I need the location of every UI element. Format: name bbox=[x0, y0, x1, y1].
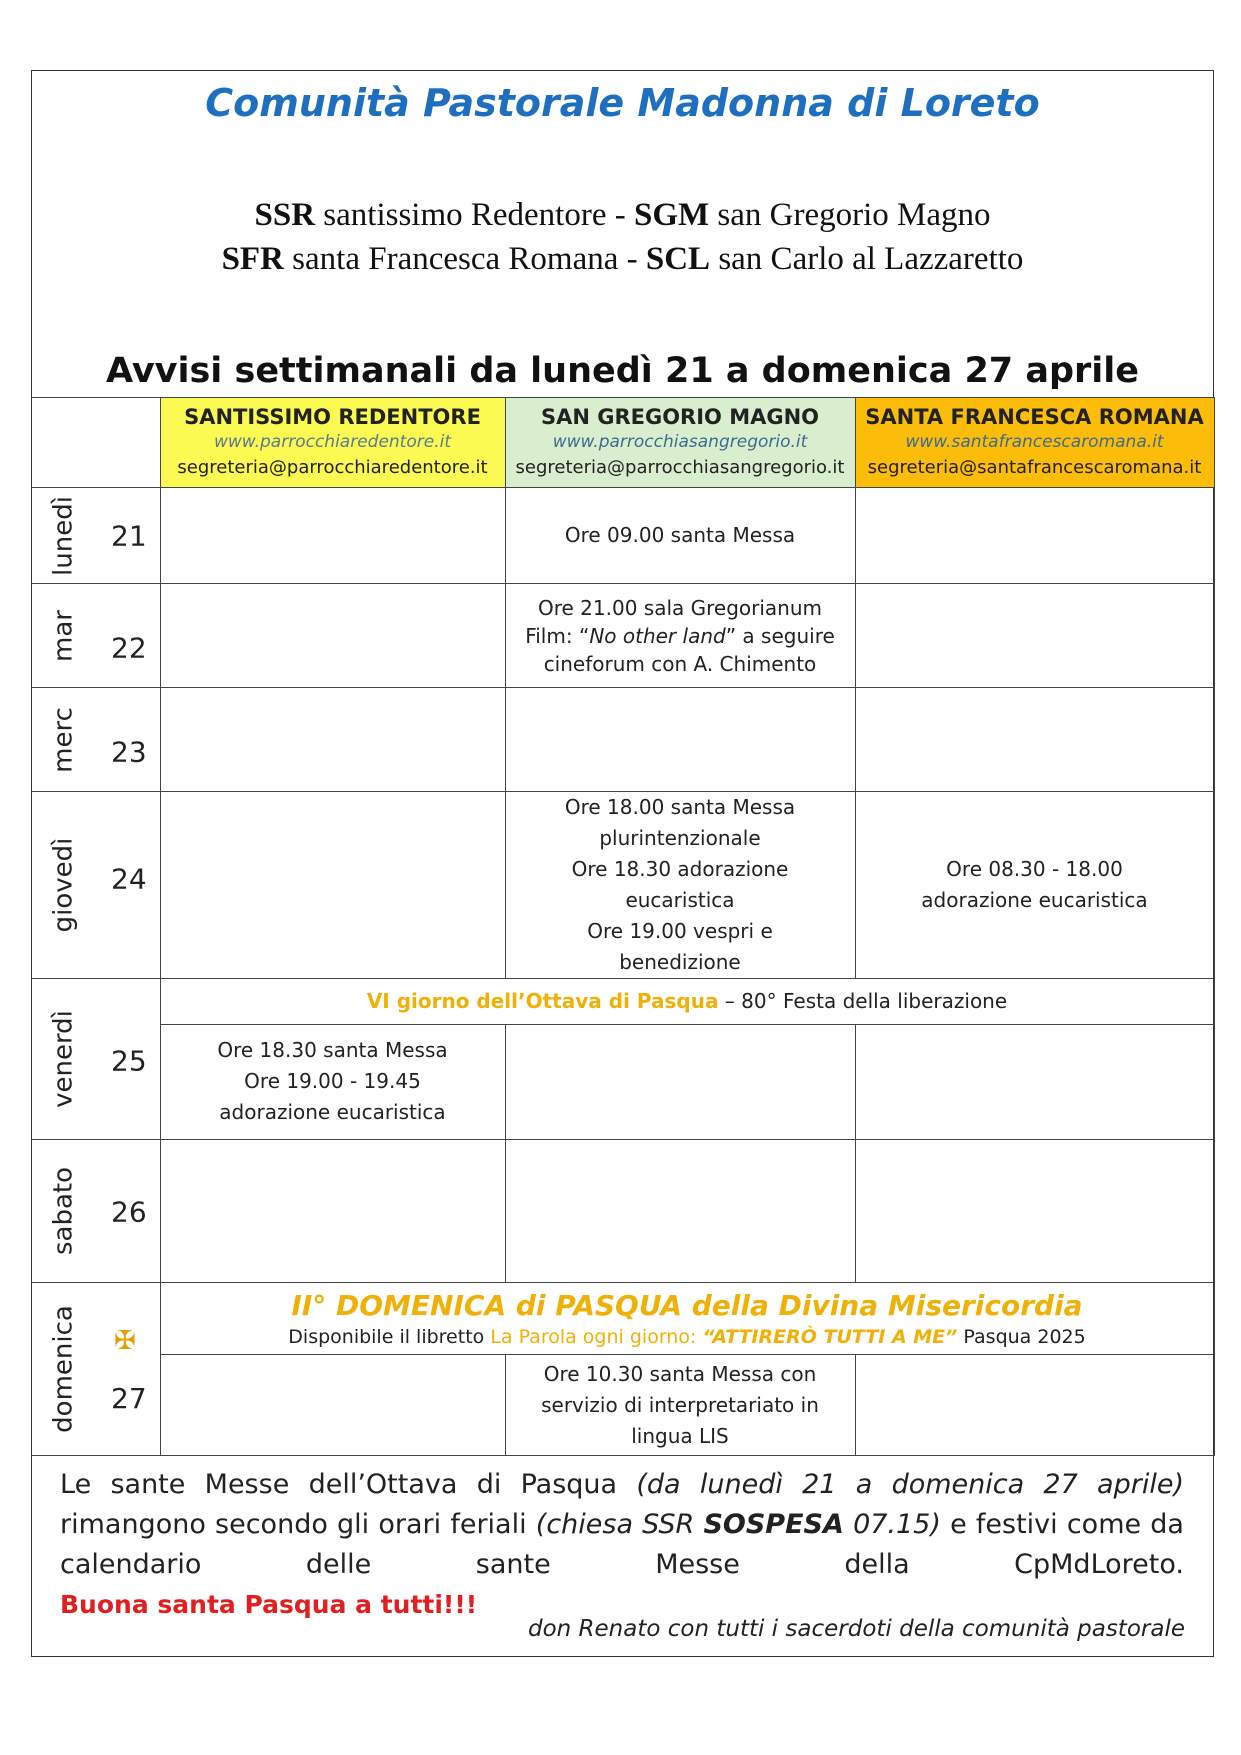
parish-name-sgm: san Gregorio Magno bbox=[709, 197, 991, 233]
cell-sgm-wednesday bbox=[505, 688, 855, 792]
event-line: Ore 18.00 santa Messa bbox=[564, 795, 796, 819]
bulletin-frame bbox=[31, 70, 1214, 1657]
day-name: lunedì bbox=[48, 495, 79, 576]
parish-line-1 bbox=[32, 193, 1213, 237]
column-name-sfr: SANTA FRANCESCA ROMANA bbox=[865, 404, 1204, 429]
parish-name-scl: san Carlo al Lazzaretto bbox=[710, 241, 1024, 277]
event-line: lingua LIS bbox=[631, 1423, 729, 1448]
day-name: domenica bbox=[48, 1305, 79, 1433]
day-number: 27 bbox=[111, 1382, 147, 1415]
event-line: plurintenzionale bbox=[599, 826, 761, 850]
event-line: Ore 08.30 - 18.00 bbox=[946, 857, 1123, 881]
day-number: 26 bbox=[111, 1195, 147, 1229]
day-label-monday bbox=[31, 488, 160, 584]
email-link-ssr[interactable]: segreteria@parrocchiaredentore.it bbox=[177, 456, 488, 478]
column-name-ssr: SANTISSIMO REDENTORE bbox=[184, 404, 481, 429]
cell-sfr-thursday bbox=[855, 792, 1214, 979]
booklet-note: Disponibile il libretto La Parola ogni giorno: “ATTIRERÒ TUTTI A ME” Pasqua 2025 bbox=[288, 1325, 1086, 1348]
email-link-sgm[interactable]: segreteria@parrocchiasangregorio.it bbox=[515, 456, 845, 478]
day-label-saturday bbox=[31, 1140, 160, 1283]
cross-icon: ✠ bbox=[114, 1326, 136, 1356]
event-line: Ore 18.30 santa Messa bbox=[217, 1038, 448, 1062]
booklet-quote: “ATTIRERÒ TUTTI A ME” bbox=[702, 1325, 958, 1348]
day-row-wednesday bbox=[31, 688, 1214, 792]
header-row bbox=[31, 398, 1214, 488]
cell-sfr-monday bbox=[855, 488, 1214, 584]
film-title: No other land bbox=[589, 623, 726, 648]
day-name: venerdì bbox=[48, 1010, 79, 1108]
schedule-table bbox=[31, 397, 1215, 1456]
day-row-sunday bbox=[31, 1355, 1214, 1456]
cell-ssr-monday bbox=[160, 488, 505, 584]
liberation-label: – 80° Festa della liberazione bbox=[718, 989, 1008, 1013]
cell-sgm-friday bbox=[505, 1025, 855, 1140]
event-line: adorazione eucaristica bbox=[219, 1100, 446, 1124]
day-row-monday bbox=[31, 488, 1214, 584]
signature: don Renato con tutti i sacerdoti della comunità pastorale bbox=[527, 1616, 1185, 1642]
footer-paragraph: Le sante Messe dell’Ottava di Pasqua (da lunedì 21 a domenica 27 aprile) rimangono secondo gli orari feriali (chiesa SSR SOSPESA 07.15) e festivi come da calendario delle sante Messe della CpMdLoreto. bbox=[60, 1469, 1184, 1580]
day-label-thursday bbox=[31, 792, 160, 979]
event-line: Ore 18.30 adorazione bbox=[571, 857, 789, 881]
event-line: cineforum con A. Chimento bbox=[543, 651, 817, 676]
cell-sgm-tuesday bbox=[505, 584, 855, 688]
cell-ssr-thursday bbox=[160, 792, 505, 979]
day-name: sabato bbox=[48, 1166, 79, 1256]
day-number: 23 bbox=[111, 735, 147, 769]
footer-dates: (da lunedì 21 a domenica 27 aprile) bbox=[636, 1469, 1184, 1500]
column-header-ssr bbox=[160, 398, 505, 488]
cell-sfr-saturday bbox=[855, 1140, 1214, 1283]
parish-name-ssr: santissimo Redentore - bbox=[315, 197, 634, 233]
day-label-friday bbox=[31, 979, 160, 1140]
event-line: Ore 10.30 santa Messa con bbox=[543, 1361, 817, 1386]
event-line: Film: “No other land” a seguire bbox=[525, 623, 835, 648]
parish-list bbox=[32, 193, 1213, 281]
sunday-title: II° DOMENICA di PASQUA della Divina Misericordia bbox=[291, 1288, 1083, 1322]
parish-name-sfr: santa Francesca Romana - bbox=[283, 241, 646, 277]
day-row-tuesday bbox=[31, 584, 1214, 688]
cell-sfr-wednesday bbox=[855, 688, 1214, 792]
header-corner bbox=[31, 398, 160, 488]
parish-code-sgm: SGM bbox=[633, 197, 710, 233]
weekly-title: Avvisi settimanali da lunedì 21 a domenica 27 aprile bbox=[106, 351, 1139, 391]
day-number: 25 bbox=[111, 1044, 147, 1078]
booklet-title: La Parola ogni giorno: bbox=[490, 1325, 703, 1348]
day-row-saturday bbox=[31, 1140, 1214, 1283]
event-text: Ore 09.00 santa Messa bbox=[564, 523, 796, 547]
day-name: giovedì bbox=[48, 837, 79, 933]
cell-sgm-sunday bbox=[505, 1355, 855, 1456]
column-name-sgm: SAN GREGORIO MAGNO bbox=[540, 404, 820, 429]
column-header-sgm bbox=[505, 398, 855, 488]
cell-sgm-thursday bbox=[505, 792, 855, 979]
cell-ssr-tuesday bbox=[160, 584, 505, 688]
event-line: Ore 19.00 - 19.45 bbox=[244, 1069, 421, 1093]
day-number: 21 bbox=[111, 519, 147, 552]
cell-ssr-wednesday bbox=[160, 688, 505, 792]
day-number: 24 bbox=[111, 862, 147, 896]
cell-sfr-sunday bbox=[855, 1355, 1214, 1456]
page-title: Comunità Pastorale Madonna di Loreto bbox=[205, 81, 1040, 125]
suspended-label: SOSPESA bbox=[703, 1509, 844, 1540]
day-label-tuesday bbox=[31, 584, 160, 688]
parish-code-ssr: SSR bbox=[254, 197, 316, 233]
day-name: merc bbox=[48, 706, 79, 773]
day-label-wednesday bbox=[31, 688, 160, 792]
friday-banner-row bbox=[31, 979, 1214, 1025]
day-row-friday bbox=[31, 1025, 1214, 1140]
friday-banner bbox=[160, 979, 1214, 1025]
easter-greeting: Buona santa Pasqua a tutti!!! bbox=[60, 1590, 478, 1619]
cell-ssr-sunday bbox=[160, 1355, 505, 1456]
event-line: servizio di interpretariato in bbox=[541, 1392, 819, 1417]
day-label-sunday bbox=[31, 1283, 160, 1456]
cell-sfr-friday bbox=[855, 1025, 1214, 1140]
website-link-ssr[interactable]: www.parrocchiaredentore.it bbox=[213, 431, 451, 452]
day-row-thursday bbox=[31, 792, 1214, 979]
cell-ssr-friday bbox=[160, 1025, 505, 1140]
parish-code-sfr: SFR bbox=[221, 241, 284, 277]
day-number: 22 bbox=[111, 631, 147, 665]
sunday-banner bbox=[160, 1283, 1214, 1355]
footer-note bbox=[60, 1465, 1184, 1625]
octave-label: VI giorno dell’Ottava di Pasqua bbox=[366, 989, 719, 1013]
event-line: Ore 19.00 vespri e bbox=[587, 919, 773, 943]
website-link-sgm[interactable]: www.parrocchiasangregorio.it bbox=[552, 431, 808, 452]
event-line: Ore 21.00 sala Gregorianum bbox=[537, 595, 823, 620]
footer-church: (chiesa SSR bbox=[535, 1509, 704, 1540]
event-line: adorazione eucaristica bbox=[921, 888, 1148, 912]
website-link-sfr[interactable]: www.santafrancescaromana.it bbox=[905, 431, 1164, 452]
sunday-banner-row bbox=[31, 1283, 1214, 1355]
column-header-sfr bbox=[855, 398, 1214, 488]
parish-line-2 bbox=[32, 237, 1213, 281]
cell-sgm-monday bbox=[505, 488, 855, 584]
cell-ssr-saturday bbox=[160, 1140, 505, 1283]
cell-sgm-saturday bbox=[505, 1140, 855, 1283]
event-line: eucaristica bbox=[625, 888, 735, 912]
cell-sfr-tuesday bbox=[855, 584, 1214, 688]
parish-code-scl: SCL bbox=[645, 241, 711, 277]
day-name: mar bbox=[48, 609, 79, 662]
event-line: benedizione bbox=[619, 950, 741, 974]
email-link-sfr[interactable]: segreteria@santafrancescaromana.it bbox=[867, 456, 1202, 478]
